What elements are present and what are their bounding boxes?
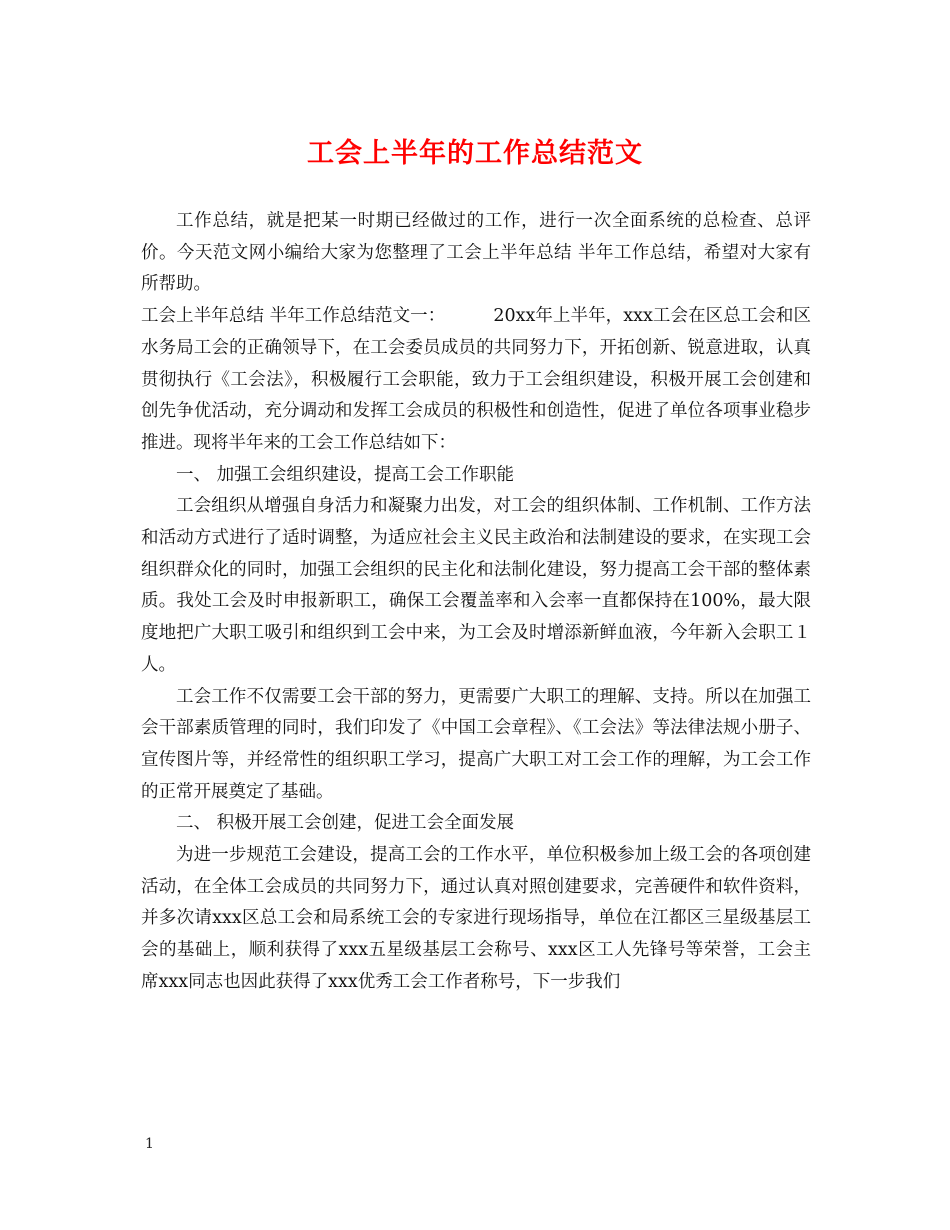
document-body [141, 206, 811, 999]
section-heading-1: 一、 加强工会组织建设，提高工会工作职能 [176, 464, 515, 485]
sample-paragraph [141, 301, 811, 460]
section-2-paragraph-1: 为进一步规范工会建设，提高工会的工作水平，单位积极参加上级工会的各项创建活动，在全体工会成员的共同努力下，通过认真对照创建要求，完善硬件和软件资料，并多次请xxx区总工会和局系统工会的专家进行现场指导，单位在江都区三星级基层工会的基础上，顺利获得了xxx五星级基层工会称号、xxx区工人先锋号等荣誉，工会主席xxx同志也因此获得了xxx优秀工会工作者称号，下一步我们 [141, 845, 811, 992]
page-number: 1 [145, 1136, 154, 1152]
intro-paragraph: 工作总结，就是把某一时期已经做过的工作，进行一次全面系统的总检查、总评价。今天范文网小编给大家为您整理了工会上半年总结 半年工作总结，希望对大家有所帮助。 [141, 211, 811, 295]
sample-label: 工会上半年总结 半年工作总结范文一： [141, 306, 446, 327]
section-heading-2: 二、 积极开展工会创建，促进工会全面发展 [176, 813, 515, 834]
sample-opening: 20xx年上半年，xxx工会在区总工会和区水务局工会的正确领导下，在工会委员成员的共同努力下，开拓创新、锐意进取，认真贯彻执行《工会法》，积极履行工会职能，致力于工会组织建设，积极开展工会创建和创先争优活动，充分调动和发挥工会成员的积极性和创造性，促进了单位各项事业稳步推进。现将半年来的工会工作总结如下： [141, 306, 811, 453]
section-1-paragraph-1: 工会组织从增强自身活力和凝聚力出发，对工会的组织体制、工作机制、工作方法和活动方式进行了适时调整，为适应社会主义民主政治和法制建设的要求，在实现工会组织群众化的同时，加强工会组织的民主化和法制化建设，努力提高工会干部的整体素质。我处工会及时申报新职工，确保工会覆盖率和入会率一直都保持在100%，最大限度地把广大职工吸引和组织到工会中来，为工会及时增添新鲜血液，今年新入会职工１人。 [141, 496, 811, 675]
page-title: 工会上半年的工作总结范文 [307, 138, 643, 169]
section-1-paragraph-2: 工会工作不仅需要工会干部的努力，更需要广大职工的理解、支持。所以在加强工会干部素质管理的同时，我们印发了《中国工会章程》、《工会法》等法律法规小册子、宣传图片等，并经常性的组织职工学习，提高广大职工对工会工作的理解，为工会工作的正常开展奠定了基础。 [141, 686, 811, 802]
